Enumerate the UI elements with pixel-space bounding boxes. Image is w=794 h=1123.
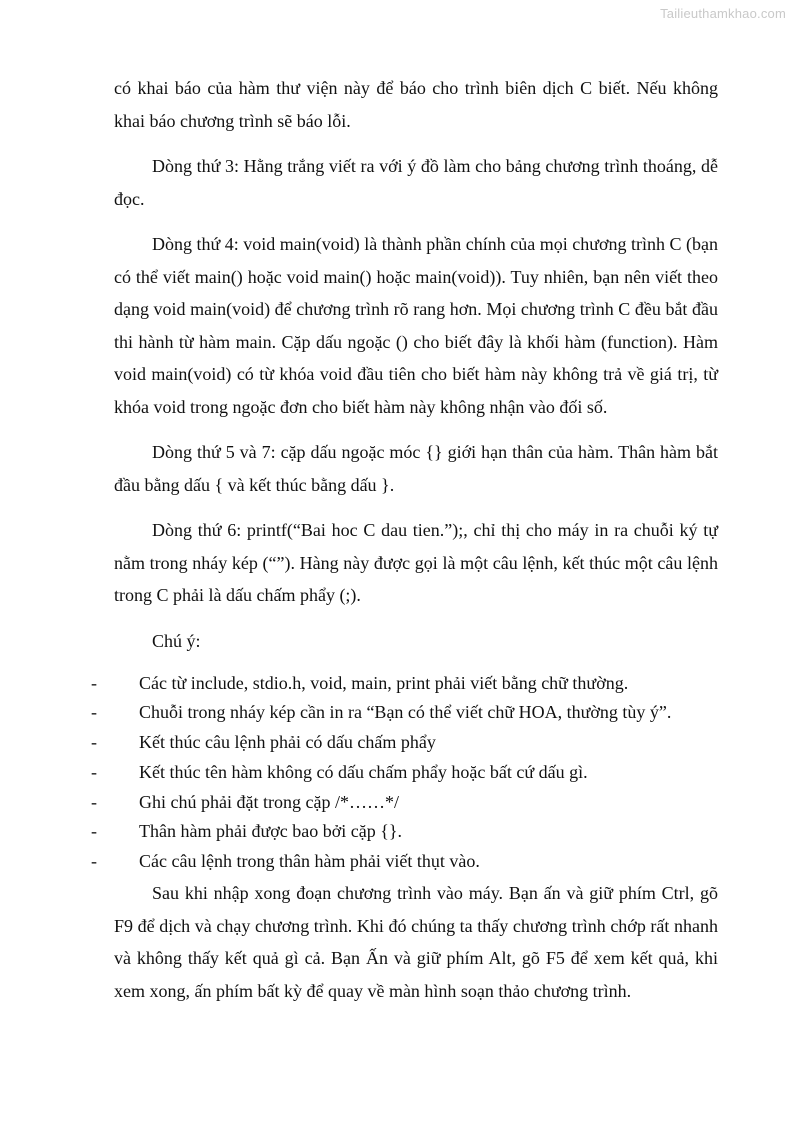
- list-item-text: Chuỗi trong nháy kép cần in ra “Bạn có thể viết chữ HOA, thường tùy ý”.: [139, 702, 672, 723]
- bullet-dash: -: [91, 702, 97, 723]
- bullet-dash: -: [91, 851, 97, 872]
- paragraph-line-5-7: Dòng thứ 5 và 7: cặp dấu ngoặc móc {} giới hạn thân của hàm. Thân hàm bắt đầu bằng dấu { và kết thúc bằng dấu }.: [114, 442, 718, 495]
- list-item-text: Thân hàm phải được bao bởi cặp {}.: [139, 821, 402, 842]
- notes-list: [91, 669, 695, 878]
- bullet-dash: -: [91, 761, 97, 782]
- document-body: [91, 72, 718, 1020]
- list-item: [91, 788, 695, 818]
- paragraph-line-4: Dòng thứ 4: void main(void) là thành phần chính của mọi chương trình C (bạn có thể viết main() hoặc void main() hoặc main(void)). Tuy nhiên, bạn nên viết theo dạng void main(void) để chương trình rõ rang hơn. Mọi chương trình C đều bắt đầu thi hành từ hàm main. Cặp dấu ngoặc () cho biết đây là khối hàm (function). Hàm void main(void) có từ khóa void đầu tiên cho biết hàm này không trả về giá trị, từ khóa void trong ngoặc đơn cho biết hàm này không nhận vào đối số.: [114, 234, 718, 417]
- list-item: [91, 669, 695, 699]
- paragraph-line-3: Dòng thứ 3: Hằng trắng viết ra với ý đồ làm cho bảng chương trình thoáng, dễ đọc.: [114, 156, 718, 209]
- list-item-text: Kết thúc tên hàm không có dấu chấm phẩy hoặc bất cứ dấu gì.: [139, 761, 588, 782]
- paragraph-line-6: Dòng thứ 6: printf(“Bai hoc C dau tien.”);, chỉ thị cho máy in ra chuỗi ký tự nằm trong nháy kép (“”). Hàng này được gọi là một câu lệnh, kết thúc một câu lệnh trong C phải là dấu chấm phẩy (;).: [114, 520, 718, 605]
- bullet-dash: -: [91, 732, 97, 753]
- list-item: [91, 847, 695, 877]
- bullet-dash: -: [91, 672, 97, 693]
- list-item: [91, 817, 695, 847]
- list-item-text: Các từ include, stdio.h, void, main, print phải viết bằng chữ thường.: [139, 672, 629, 693]
- list-item: [91, 698, 695, 728]
- list-item: [91, 758, 695, 788]
- paragraph-continuation: có khai báo của hàm thư viện này để báo cho trình biên dịch C biết. Nếu không khai báo chương trình sẽ báo lỗi.: [114, 78, 718, 131]
- watermark: Tailieuthamkhao.com: [660, 6, 786, 21]
- list-item: [91, 728, 695, 758]
- paragraph-closing: Sau khi nhập xong đoạn chương trình vào máy. Bạn ấn và giữ phím Ctrl, gõ F9 để dịch và chạy chương trình. Khi đó chúng ta thấy chương trình chớp rất nhanh và không thấy kết quả gì cả. Bạn Ấn và giữ phím Alt, gõ F5 để xem kết quả, khi xem xong, ấn phím bất kỳ để quay về màn hình soạn thảo chương trình.: [114, 883, 718, 1001]
- bullet-dash: -: [91, 821, 97, 842]
- bullet-dash: -: [91, 791, 97, 812]
- note-label: Chú ý:: [152, 630, 201, 651]
- list-item-text: Các câu lệnh trong thân hàm phải viết thụt vào.: [139, 851, 480, 872]
- list-item-text: Kết thúc câu lệnh phải có dấu chấm phẩy: [139, 732, 436, 753]
- list-item-text: Ghi chú phải đặt trong cặp /*……*/: [139, 791, 399, 812]
